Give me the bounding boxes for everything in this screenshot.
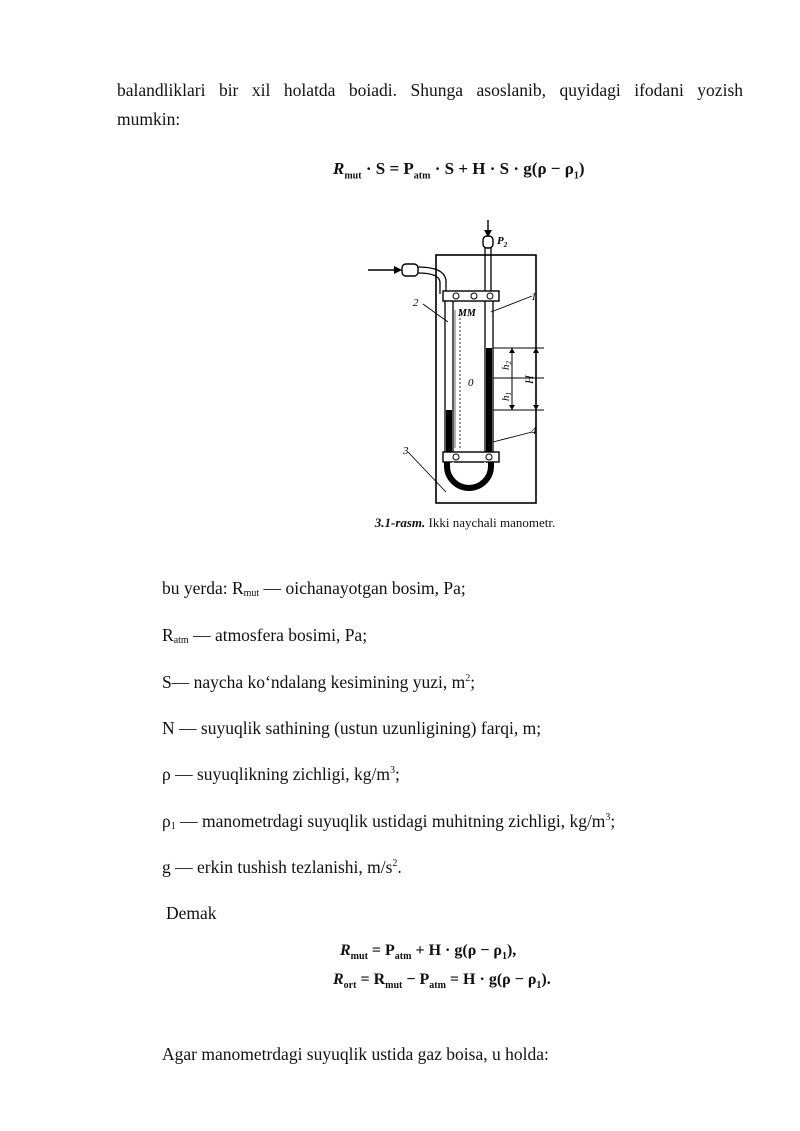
manometer-figure bbox=[360, 220, 560, 510]
definition-rmut: bu yerda: $R_{mut}$ — oichanayotgan bosim, Pa; bbox=[162, 578, 466, 599]
definition-s: S— naycha ko‘ndalang kesimining yuzi, $m^2$; bbox=[162, 672, 476, 692]
label-h1: h1 bbox=[500, 392, 513, 401]
label-2: 2 bbox=[413, 297, 419, 309]
label-4: 4 bbox=[531, 425, 537, 437]
label-1: 1 bbox=[531, 291, 537, 303]
final-line: Agar manometrdagi suyuqlik ustida gaz boisa, u holda: bbox=[162, 1044, 549, 1064]
bottom-clamp bbox=[443, 452, 499, 462]
definition-g: g — erkin tushish tezlanishi, $m/s^2$. bbox=[162, 857, 402, 877]
demak-text: Demak bbox=[166, 903, 217, 923]
label-p2: $P_2$ bbox=[497, 235, 508, 249]
figure-caption: 3.1-rasm. Ikki naychali manometr. bbox=[374, 515, 556, 530]
label-zero: 0 bbox=[468, 377, 474, 389]
intro-line-2: mumkin: bbox=[117, 109, 181, 129]
equation-rort: $R_{ort} = R_{mut} - P_{atm} = H \cdot g(\rho - \rho_1)$. bbox=[333, 971, 551, 992]
label-h2: h2 bbox=[500, 361, 513, 370]
equation-main: $R_{mut} \cdot S = P_{atm} \cdot S + H \cdot S \cdot g(\rho - \rho_1)$ bbox=[333, 159, 585, 182]
u-bend bbox=[447, 462, 491, 488]
definition-ratm: $R_{atm}$ — atmosfera bosimi, Pa; bbox=[162, 625, 368, 646]
label-3: 3 bbox=[403, 445, 409, 457]
definition-rho: ρ — suyuqlikning zichligi, $kg/m^3$; bbox=[162, 764, 400, 784]
intro-line-1: balandliklari bir xil holatda boiadi. Shunga asoslanib, quyidagi ifodani yozish bbox=[117, 80, 743, 100]
label-mm: MM bbox=[458, 308, 476, 319]
definition-n: N — suyuqlik sathining (ustun uzunligining) farqi, m; bbox=[162, 718, 542, 738]
equation-rmut: $R_{mut} = P_{atm} + H \cdot g(\rho - \rho_1)$, bbox=[340, 942, 517, 963]
label-H: H bbox=[522, 375, 536, 384]
definition-rho1: $\rho_1$ — manometrdagi suyuqlik ustidagi muhitning zichligi, $kg/m^3$; bbox=[162, 811, 616, 832]
